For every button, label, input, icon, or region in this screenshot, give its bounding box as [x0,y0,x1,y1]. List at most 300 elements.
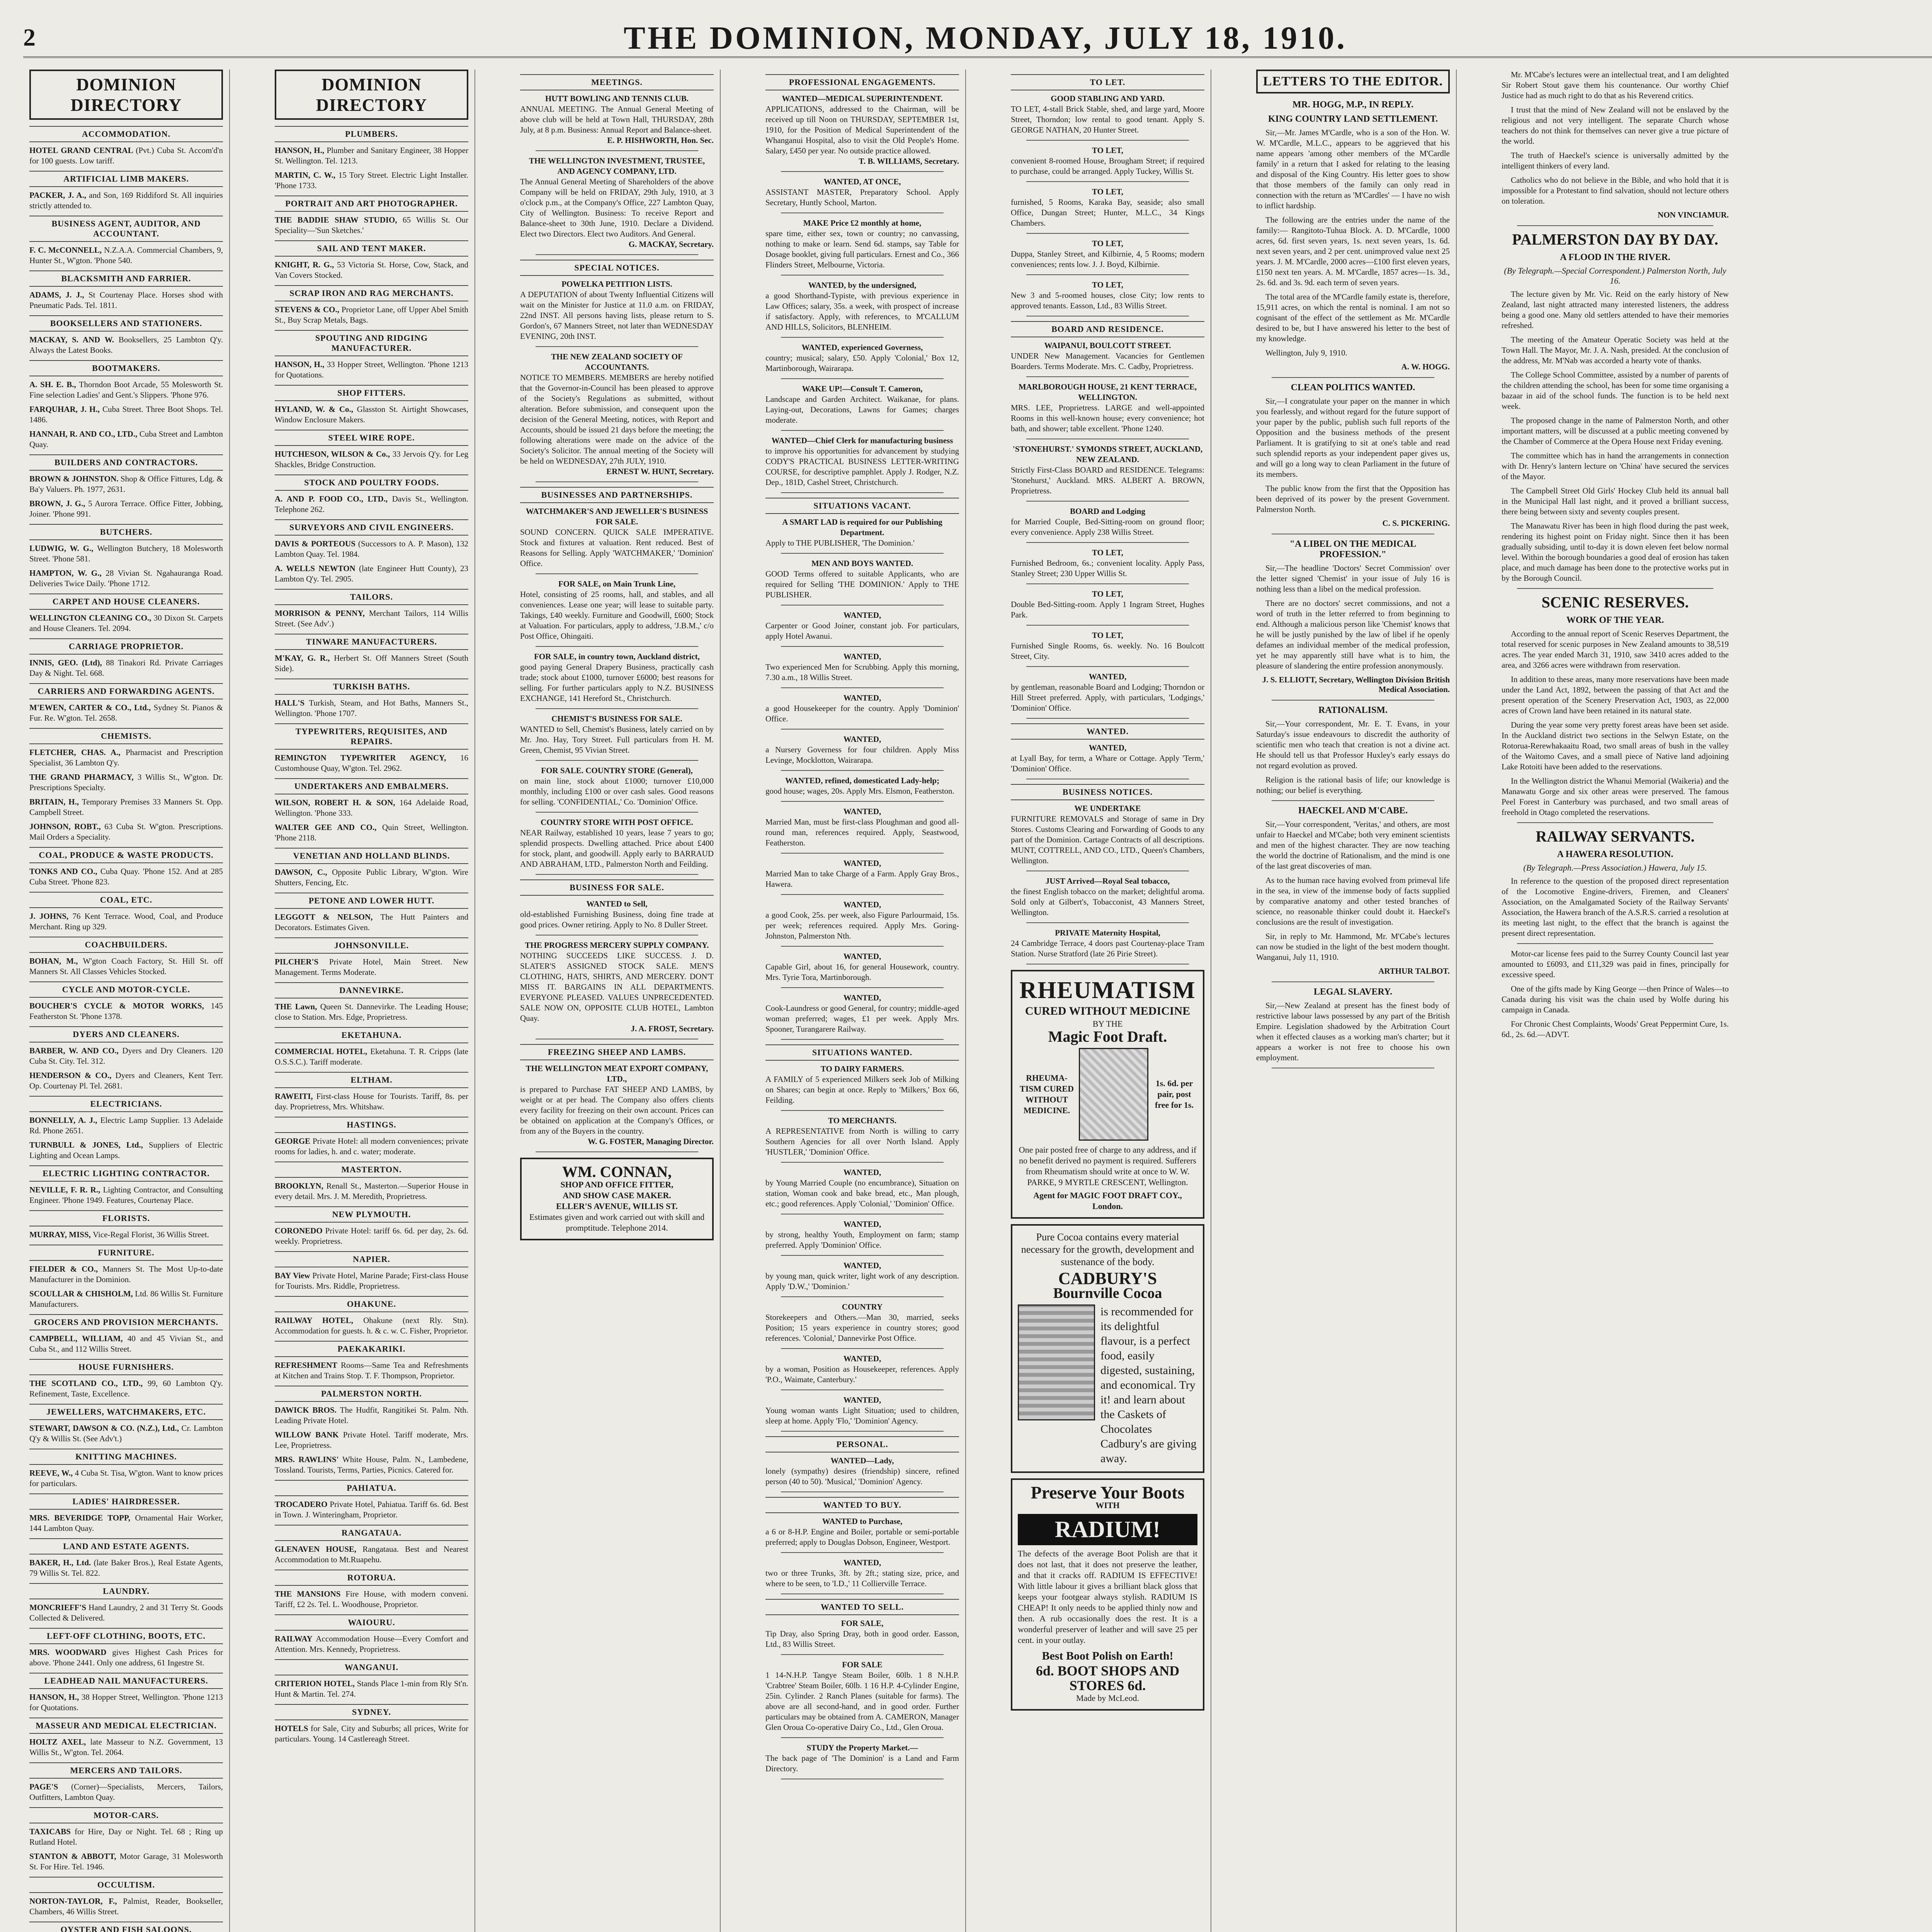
directory-list [275,126,468,1744]
directory-entry [275,215,468,236]
classified-title: WANTED, [843,1219,881,1229]
directory-entry [29,956,223,977]
directory-entry [275,304,468,325]
notices-list [520,74,714,1152]
directory-heading: DOMINION DIRECTORY [275,70,468,120]
classified-ad [1011,928,1204,959]
classified-divider [781,1737,944,1738]
classified-divider [1026,542,1189,543]
classified-ad [520,506,714,569]
directory-entry [275,698,468,719]
directory-entry [29,1896,223,1917]
classified-body: good paying General Drapery Business, practically cash trade; stock about £1000, turnover £6000; best reasons for selling. For further particulars apply to N.Z. BUSINESS EXCHANGE, 141 Hereford St., Christchurch. [520,662,714,703]
entry-name: DAVIS & PORTEOUS [275,539,358,548]
directory-section-title: TAILORS. [275,589,468,605]
entry-text: Hand Laundry, 2 and 31 Terry St. Goods Collected & Delivered. [29,1603,223,1622]
entry-name: SCOULLAR & CHISHOLM, [29,1289,135,1298]
letter-paragraph: Sir,—Your correspondent, 'Veritas,' and others, are most unfair to Haeckel and M'Cabe; both very eminent scientists and men of the highest character. They are now teaching the world the doctrine of Rationalism, and the mind is one of the last great discoveries of man. [1256,820,1450,871]
letter-divider [1272,981,1434,982]
classified-divider [1026,140,1189,141]
news-paragraph: Mr. M'Cabe's lectures were an intellectual treat, and I am delighted Sir Robert Stout gave them his countenance. Our worthy Chief Justice had as much right to do that as his Reverend critics. [1502,70,1729,100]
classified-body: 24 Cambridge Terrace, 4 doors past Courtenay-place Tram Station. Nurse Stratford (late 26 Pirie Street). [1011,939,1204,958]
classified-title: JUST Arrived—Royal Seal tobacco, [1045,876,1170,886]
entry-text: 33 Jervois Q'y. for Leg Shackles, Bridge Construction. [275,449,468,469]
classified-title: WATCHMAKER'S AND JEWELLER'S BUSINESS FOR SALE. [526,507,708,526]
entry-name: DAWSON, C., [275,867,332,877]
classified-title: WANTED—MEDICAL SUPERINTENDENT. [782,94,943,103]
directory-entry [29,429,223,450]
entry-name: HUTCHESON, WILSON & Co., [275,449,393,459]
news-article-title: SCENIC RESERVES. [1541,594,1689,611]
entry-text: Renall St., Masterton.—Superior House in every detail. Mrs. J. M. Meredith, Proprietress. [275,1181,468,1201]
classified-body: the finest English tobacco on the market; delightful aroma. Sold only at Gilbert's, Tobacconist, 43 Manners Street, Wellington. [1011,887,1204,917]
classified-body: on main line, stock about £1000; turnover £10,000 monthly, including £100 or over cash sales. Good reasons for selling. 'CONFIDENTIAL,' Co. 'Dominion' Office. [520,776,714,806]
directory-section-title: OCCULTISM. [29,1877,223,1893]
cocoa-tail: is recommended for its delightful flavour, is a perfect food, easily digested, sustaining, and economical. Try it! and learn about the Caskets of Chocolates Cadbury's are giving away. [1100,1305,1197,1465]
entry-name: HANNAH, R. AND CO., LTD., [29,429,139,439]
entry-text: Glasston St. Airtight Showcases, Window Enclosure Makers. [275,405,468,424]
letter-paragraph: The following are the entries under the name of the family:— Rangitoto-Tuhua Block. A. D. M'Cardle, 1000 acres, 6d. first seven years, 1s. next seven years, 1s. 6d. next seven years, and 2 per cent. unimproved value next 25 years. J. M. M'Cardle, 2000 acres—£100 first eleven years, £150 next ten years. A. M. M'Cardle, 1857 acres—1s. 3d., 2s. 6d. and 3s. 9d. each term of seven years. [1256,215,1450,287]
classified-divider [1026,233,1189,234]
entry-text: Private Hotel: tariff 6s. 6d. per day, 2s. 6d. weekly. Proprietress. [275,1226,468,1246]
entry-text: Pharmacist and Prescription Specialist, 36 Lambton Q'y. [29,748,223,767]
cocoa-brand: CADBURY'S [1058,1269,1157,1288]
news-divider [1517,225,1713,226]
letter-signature: J. S. ELLIOTT, Secretary, Wellington Division British Medical Association. [1262,675,1450,694]
classified-title: POWELKA PETITION LISTS. [561,279,672,289]
classified-ad [765,177,959,208]
entry-text: 65 Willis St. Our Speciality—'Sun Sketches.' [275,215,468,235]
directory-entry [29,866,223,887]
cadbury-advertisement [1011,1224,1204,1473]
directory-entry [275,1002,468,1022]
directory-entry [29,1423,223,1444]
classified-title: GOOD STABLING AND YARD. [1051,94,1165,103]
boots-line-3: RADIUM! [1018,1514,1197,1545]
entry-name: BAKER, H., Ltd. [29,1558,94,1567]
classified-ad [1011,340,1204,372]
classified-divider [781,853,944,854]
entry-name: BROWN & JOHNSTON. [29,474,121,483]
entry-name: RAWEITI, [275,1092,316,1101]
entry-name: PILCHER'S [275,957,329,966]
classified-ad [765,94,959,167]
directory-entry [29,1046,223,1066]
classified-body: by a woman, Position as Housekeeper, references. Apply 'P.O., Waimate, Canterbury.' [765,1364,959,1384]
entry-name: BROOKLYN, [275,1181,327,1190]
entry-name: BARBER, W. AND CO., [29,1046,122,1055]
classified-divider [1026,181,1189,182]
letter-paragraph: Sir,—The headline 'Doctors' Secret Commission' over the letter signed 'Chemist' in your issue of July 16 is nothing less than a libel on the medical profession. [1256,563,1450,594]
directory-section-title: JOHNSONVILLE. [275,937,468,954]
directory-section-title: MOTOR-CARS. [29,1807,223,1823]
classified-title: WANTED, [843,611,881,620]
entry-name: BONNELLY, A. J., [29,1116,100,1125]
letter-paragraph: Sir,—I congratulate your paper on the manner in which you fearlessly, and without regard for the future support of your paper by the public, publish such full reports of the Opposition and the business methods of the present Parliament. It is gratifying to sit at one's table and read such splendid reports as your independent paper gives us, and will go a long way to clean Parliament in the future of its members. [1256,396,1450,479]
news-article-subtitle: A HAWERA RESOLUTION. [1557,849,1673,859]
classified-body: New 3 and 5-roomed houses, close City; low rents to approved tenants. Easson, Ltd., 83 Willis Street. [1011,291,1204,310]
directory-section-title: WANGANUI. [275,1659,468,1675]
directory-entry [29,1378,223,1399]
directory-entry [275,653,468,674]
classified-ad [765,806,959,848]
classified-ad [765,1219,959,1250]
directory-entry [275,494,468,515]
classified-title: FOR SALE, in country town, Auckland district, [534,652,700,661]
directory-entry [275,1499,468,1520]
classified-body: Apply to THE PUBLISHER, 'The Dominion.' [765,538,915,548]
column-situations [759,70,966,1932]
classified-title: TO LET, [1092,146,1123,155]
entry-name: BROWN, J. G., [29,499,88,508]
directory-entry [275,1360,468,1381]
directory-entry [29,498,223,519]
classified-divider [781,894,944,895]
rheum-left: RHEUMA-TISM CURED WITHOUT MEDICINE. [1020,1073,1074,1115]
classified-divider [536,573,698,574]
classified-title: FOR SALE, [841,1619,884,1628]
classified-body: WANTED to Sell, Chemist's Business, lately carried on by Mr. Jno. Hay, Tory Street. Full particulars from H. M. Green, Chemist, 95 Vivian Street. [520,724,714,755]
directory-section-title: KNITTING MACHINES. [29,1449,223,1465]
classified-body: Double Bed-Sitting-room. Apply 1 Ingram Street, Hughes Park. [1011,600,1204,619]
news-paragraph: Catholics who do not believe in the Bible, and who hold that it is impossible for a Protestant to find salvation, should not lecture others on toleration. [1502,175,1729,206]
entry-name: MRS. RAWLINS' [275,1455,343,1464]
entry-name: BRITAIN, H., [29,797,82,806]
classified-body: Furnished Single Rooms, 6s. weekly. No. 16 Boulcott Street, City. [1011,641,1204,661]
classified-body: is prepared to Purchase FAT SHEEP AND LAMBS, by weight or at per head. The Company also offers clients every facility for freezing on their own account. Prices can be obtained on application at the Company's Offices, or from any of the Buyers in the country. [520,1085,714,1136]
news-paragraph: During the year some very pretty forest areas have been set aside. In the Auckland district two sections in the Selwyn Estate, on the Rotorua-Rerewhakaaitu Road, two small areas of bush in the valley of the Waitomo Caves, and a small piece of Native land adjoining Lake Rotoiti have been added to the reservations. [1502,720,1729,771]
entry-text: St Courtenay Place. Horses shod with Pneumatic Pads. Tel. 1811. [29,290,223,310]
entry-text: Queen St. Dannevirke. The Leading House; close to Station. Mrs. Edge, Proprietress. [275,1002,469,1022]
classified-divider [781,430,944,431]
entry-name: RAILWAY HOTEL, [275,1316,364,1325]
classified-ad [765,280,959,332]
letter-paragraph: As to the human race having evolved from primeval life in the sea, in view of the immense body of facts supplied by comparative anatomy and other tested branches of science, no reasonable thinker could doubt it. Haeckel's conclusions are the result of investigation. [1256,876,1450,927]
entry-text: Booksellers, 25 Lambton Q'y. Always the Latest Books. [29,335,223,355]
classified-title: WANTED, refined, domesticated Lady-help; [785,776,940,785]
columns [23,70,1932,1932]
classified-divider [781,801,944,802]
column-letters [1250,70,1457,1932]
news-dateline: (By Telegraph.—Special Correspondent.) Palmerston North, July 16. [1504,266,1726,286]
entry-name: BOHAN, M., [29,956,83,966]
entry-text: Shop & Office Fittures, Ldg. & Ba'y Valuers. Ph. 1977, 2631. [29,474,223,494]
directory-entry [29,1692,223,1713]
classified-divider [536,346,698,347]
directory-entry [275,1270,468,1291]
classified-body: Married Man to take Charge of a Farm. Apply Gray Bros., Hawera. [765,869,959,889]
classified-ad [1011,280,1204,311]
directory-entry [275,170,468,191]
entry-name: DAWICK BROS. [275,1405,340,1415]
classified-title: WANTED, [843,652,881,661]
entry-name: GLENAVEN HOUSE, [275,1544,363,1554]
column-directory-b [269,70,475,1932]
letter-title: HAECKEL AND M'CABE. [1298,806,1408,816]
entry-text: Turkish, Steam, and Hot Baths, Manners St., Wellington. 'Phone 1707. [275,698,469,718]
entry-name: A. AND P. FOOD CO., LTD., [275,494,392,503]
entry-name: REEVE, W., [29,1468,75,1478]
classified-ad [1011,506,1204,537]
directory-entry [29,1115,223,1136]
entry-name: F. C. McCONNELL, [29,245,104,255]
classified-signature: ERNEST W. HUNT, Secretary. [606,467,714,476]
classified-body: Storekeepers and Others.—Man 30, married, seeks Position; 15 years experience in country stores; good references. 'Colonial,' Dannevirke Post Office. [765,1313,959,1343]
classified-section-title: BUSINESSES AND PARTNERSHIPS. [520,487,714,503]
directory-entry [29,658,223,679]
classified-body: Furnished Bedroom, 6s.; convenient locality. Apply Pass, Stanley Street; 230 Upper Willis St. [1011,558,1204,578]
classified-ad [765,558,959,600]
connan-name: WM. CONNAN, [562,1163,672,1180]
directory-section-title: LADIES' HAIRDRESSER. [29,1493,223,1510]
classified-title: A SMART LAD is required for our Publishing Department. [782,517,942,537]
entry-name: WILLOW BANK [275,1430,343,1439]
entry-name: MORRISON & PENNY, [275,609,369,618]
directory-entry [29,613,223,634]
classified-divider [781,687,944,688]
entry-text: Temporary Premises 33 Manners St. Opp. Campbell Street. [29,797,223,817]
classified-ad [1011,876,1204,918]
classified-divider [536,150,698,151]
news-paragraph: The Campbell Street Old Girls' Hockey Club held its annual ball in the Municipal Hall last night, and it proved a brilliant success, there being between sixty and seventy couples present. [1502,486,1729,516]
entry-name: BOUCHER'S CYCLE & MOTOR WORKS, [29,1001,211,1010]
classified-signature: G. MACKAY, Secretary. [628,240,714,249]
directory-entry [29,404,223,425]
connan-line-2: AND SHOW CASE MAKER. [563,1190,671,1200]
entry-text: Sydney St. Pianos & Fur. Re. W'gton. Tel. 2658. [29,703,223,723]
classified-body: NOTICE TO MEMBERS. MEMBERS are hereby notified that the Governor-in-Council has been pleased to approve of the Society's Regulations as submitted, without alteration. Before submission, and consequent upon the decision of the General Meeting, notices, with Report and Accounts, should be issued 21 days before the meeting; the following alterations were made on the advice of the Society's Solicitor. The annual meeting of the Society will be held on WEDNESDAY, 27th JULY, 1910. [520,373,714,466]
classified-title: WANTED, [1088,743,1127,752]
entry-text: Motor Garage, 31 Molesworth St. For Hire. Tel. 1946. [29,1852,223,1871]
classified-title: MAKE Price £2 monthly at home, [803,218,922,228]
classified-title: WANTED, [843,1261,881,1270]
entry-text: Wellington Butchery, 18 Molesworth Street. 'Phone 581. [29,544,223,563]
classified-divider [536,646,698,647]
classified-ad [765,1516,959,1548]
entry-name: ADAMS, J. J., [29,290,89,299]
directory-entry [29,379,223,400]
entry-name: MRS. WOODWARD [29,1648,112,1657]
classified-title: HUTT BOWLING AND TENNIS CLUB. [545,94,689,103]
directory-entry [275,1430,468,1451]
entry-text: Dyers and Cleaners, Kent Terr. Op. Courtenay Pl. Tel. 2681. [29,1071,223,1090]
classified-ad [765,1618,959,1650]
classified-title: TO MERCHANTS. [828,1116,896,1125]
directory-section-title: BUTCHERS. [29,524,223,540]
letter-subtitle: KING COUNTRY LAND SETTLEMENT. [1268,114,1438,124]
directory-entry [29,1513,223,1534]
directory-section-title: NAPIER. [275,1251,468,1267]
entry-text: Cuba Street. Three Boot Shops. Tel. 1486. [29,405,223,424]
news-paragraph: The meeting of the Amateur Operatic Society was held at the Town Hall. The Mayor, Mr. J. A. Nash, presided. At the conclusion of the address, Mr. M'Nab was accorded a hearty vote of thanks. [1502,335,1729,365]
rheum-agent: Agent for MAGIC FOOT DRAFT COY., London. [1033,1190,1182,1211]
entry-name: THE SCOTLAND CO., LTD., [29,1379,148,1388]
entry-name: LEGGOTT & NELSON, [275,912,381,922]
classified-body: Duppa, Stanley Street, and Kilbirnie, 4, 5 Rooms; modern conveniences; rents low. J. J. Boyd, Kilbirnie. [1011,249,1204,269]
classified-body: ANNUAL MEETING. The Annual General Meeting of above club will be held at Town Hall, THURSDAY, 28th July, at 8 p.m. Business: Annual Report and Balance-sheet. [520,104,714,134]
entry-name: WILSON, ROBERT H. & SON, [275,798,400,807]
classified-divider [781,1654,944,1655]
news-paragraph: The College School Committee, assisted by a number of parents of the children attending the school, has been for some time organising a bazaar in aid of the school funds. The function is to be held next week. [1502,370,1729,411]
classified-body: a 6 or 8-H.P. Engine and Boiler, portable or semi-portable preferred; apply to Douglas Dobson, Engineer, Westport. [765,1527,959,1547]
classified-title: FOR SALE. COUNTRY STORE (General), [541,766,693,775]
entry-name: LUDWIG, W. G., [29,544,97,553]
radium-advertisement [1011,1478,1204,1711]
classified-title: TO LET, [1092,548,1123,557]
classified-ad [765,776,959,796]
classified-divider [1026,274,1189,275]
entry-name: HYLAND, W. & Co., [275,405,357,414]
entry-text: 99, 60 Lambton Q'y. Refinement, Taste, Excellence. [29,1379,223,1398]
classified-ad [765,384,959,425]
classified-divider [781,1348,944,1349]
directory-section-title: TURKISH BATHS. [275,679,468,695]
directory-section-title: NEW PLYMOUTH. [275,1206,468,1223]
classified-ad [1011,548,1204,579]
classified-divider [781,770,944,771]
connan-advertisement [520,1158,714,1240]
directory-entry [275,539,468,560]
directory-entry [275,1634,468,1655]
classified-divider [1026,376,1189,377]
classified-title: WANTED to Sell, [586,899,648,908]
directory-entry [275,1454,468,1475]
classified-ad [765,610,959,641]
classified-title: WANTED, [843,1354,881,1363]
directory-section-title: BOOTMAKERS. [29,360,223,376]
classified-body: Cook-Laundress or good General, for country; middle-aged woman preferred; wages, £1 per week. Apply Mrs. Spooner, Turangarere Railway. [765,1003,959,1034]
entry-text: Merchant Tailors, 114 Willis Street. (See Adv'.) [275,609,469,628]
classified-title: WAKE UP!—Consult T. Cameron, [802,384,923,393]
directory-section-title: COAL, PRODUCE & WASTE PRODUCTS. [29,847,223,863]
classified-ad [765,900,959,941]
classified-section-title: WANTED. [1011,723,1204,740]
directory-section-title: OHAKUNE. [275,1296,468,1312]
entry-name: PAGE'S [29,1782,71,1791]
classified-ad [1011,803,1204,866]
classified-body: A REPRESENTATIVE from North is willing to carry Southern Agencies for all over North Island. Apply 'HUSTLER,' 'Dominion' Office. [765,1126,959,1156]
directory-section-title: PORTRAIT AND ART PHOTOGRAPHER. [275,196,468,212]
entry-text: W'gton Coach Factory, St. Hill St. off Manners St. All Classes Vehicles Stocked. [29,956,223,976]
entry-name: MRS. BEVERIDGE TOPP, [29,1513,135,1522]
entry-name: REMINGTON TYPEWRITER AGENCY, [275,753,460,762]
entry-name: HOTEL GRAND CENTRAL [29,146,136,155]
entry-text: 40 and 45 Vivian St., and Cuba St., and 112 Willis Street. [29,1334,223,1354]
entry-name: HOTELS [275,1724,311,1733]
directory-entry [29,1851,223,1872]
connan-line-1: SHOP AND OFFICE FITTER, [560,1180,673,1189]
news-signature: NON VINCIAMUR. [1658,210,1729,219]
entry-name: A. WELLS NEWTON [275,564,359,573]
entry-text: Eketahuna. T. R. Cripps (late O.S.S.C.). Tariff moderate. [275,1047,468,1066]
entry-text: 38 Hopper Street, Wellington. 'Phone 1213 for Quotations. [29,1692,223,1712]
classified-title: STUDY the Property Market.— [806,1743,918,1752]
classified-ad [520,1063,714,1147]
classified-section-title: BOARD AND RESIDENCE. [1011,321,1204,337]
classified-title: THE NEW ZEALAND SOCIETY OF ACCOUNTANTS. [551,352,683,372]
classified-divider [781,1431,944,1432]
directory-entry [29,568,223,589]
column-directory-a [23,70,230,1932]
entry-text: Manners St. The Most Up-to-date Manufacturer in the Dominion. [29,1264,223,1284]
directory-section-title: PLUMBERS. [275,126,468,142]
classified-ad [1011,145,1204,177]
entry-text: Fire House, with modern conveni. Tariff, £2 2s. Tel. L. Woodhouse, Proprietor. [275,1589,468,1609]
classified-divider [1026,625,1189,626]
entry-text: Private Hotel, Marine Parade; First-class House for Tourists. Mrs. Riddle, Proprietress. [275,1271,468,1291]
classified-title: WE UNDERTAKE [1074,804,1141,813]
classified-body: FURNITURE REMOVALS and Storage of same in Dry Stores. Customs Clearing and Forwarding of Goods to any part of the Dominion. Cartage Contracts of all descriptions. MUNT, COTTRELL, AND CO., LTD., Queen's Chambers, Wellington. [1011,814,1204,865]
classified-body: NOTHING SUCCEEDS LIKE SUCCESS. J. D. SLATER'S ASSIGNED STOCK SALE. MEN'S CLOTHING, HATS, SHIRTS, AND MERCERY. DON'T MISS IT. BARGAINS IN ALL DEPARTMENTS. EVERYONE PLEASED. VALUES UNPRECEDENTED. SALE NOW ON, OPPOSITE CLUB HOTEL, Lambton Quay. [520,951,714,1023]
classified-body: Two experienced Men for Scrubbing. Apply this morning, 7.30 a.m., 18 Willis Street. [765,662,959,682]
directory-section-title: BOOKSELLERS AND STATIONERS. [29,315,223,332]
entry-text: (late Baker Bros.), Real Estate Agents, 79 Willis St. Tel. 822. [29,1558,223,1578]
classified-title: FOR SALE [842,1660,883,1669]
letter-divider [1272,700,1434,701]
directory-section-title: BUSINESS AGENT, AUDITOR, AND ACCOUNTANT. [29,216,223,242]
classified-title: WANTED, AT ONCE, [823,177,901,186]
news-article-subtitle: A FLOOD IN THE RIVER. [1560,252,1670,262]
directory-section-title: HASTINGS. [275,1117,468,1133]
letters-list [1256,100,1450,1068]
directory-section-title: ROTORUA. [275,1570,468,1586]
directory-entry [275,912,468,933]
entry-text: late Masseur to N.Z. Government, 13 Willis St., W'gton. Tel. 2064. [29,1737,223,1757]
classified-ad [520,94,714,146]
entry-name: FIELDER & CO., [29,1264,103,1274]
entry-name: HENDERSON & CO., [29,1071,116,1080]
classified-ad [765,993,959,1034]
directory-section-title: PAHIATUA. [275,1480,468,1496]
entry-name: KNIGHT, R. G., [275,260,337,269]
entry-name: TURNBULL & JONES, Ltd., [29,1140,149,1150]
classified-body: Young woman wants Light Situation; used to children, sleep at home. Apply 'Flo,' 'Dominion' Agency. [765,1406,959,1425]
directory-entry [275,1315,468,1336]
classified-divider [1026,583,1189,584]
entry-text: (Successors to A. P. Mason), 132 Lambton Quay. Tel. 1984. [275,539,468,559]
directory-entry [275,563,468,584]
news-paragraph: In the Wellington district the Whanui Memorial (Waikeria) and the Manawatu Gorge and six other areas were preserved. The famous Peel Forest in Canterbury was purchased, and two small areas of freehold in Otago completed the reservations. [1502,776,1729,817]
classified-title: TO DAIRY FARMERS. [820,1064,904,1073]
directory-entry [275,1589,468,1610]
entry-text: Private Hotel. Tariff moderate, Mrs. Lee, Proprietress. [275,1430,468,1450]
directory-entry [275,145,468,166]
directory-section-title: CARPET AND HOUSE CLEANERS. [29,594,223,610]
news-article-title: PALMERSTON DAY BY DAY. [1512,231,1718,248]
classified-divider [536,760,698,761]
classified-divider [781,337,944,338]
entry-name: COMMERCIAL HOTEL, [275,1047,371,1056]
directory-entry [275,1136,468,1157]
entry-text: First-class House for Tourists. Tariff, 8s. per day. Proprietress, Mrs. Whitshaw. [275,1092,468,1111]
letter-title: CLEAN POLITICS WANTED. [1291,383,1415,393]
classified-body: Tip Dray, also Spring Dray, both in good order. Easson, Ltd., 83 Willis Street. [765,1629,959,1649]
entry-name: MACKAY, S. AND W. [29,335,119,344]
entry-name: HAMPTON, W. G., [29,568,106,578]
directory-section-title: FURNITURE. [29,1245,223,1261]
classified-ad [1011,672,1204,713]
classified-section-title: TO LET. [1011,74,1204,90]
classified-body: Carpenter or Good Joiner, constant job. For particulars, apply Hotel Awanui. [765,621,959,641]
classified-body: APPLICATIONS, addressed to the Chairman, will be received up till Noon on THURSDAY, SEPTEMBER 1st, 1910, for the Position of Medical Superintendent of the Whanganui Hospital, also to visit the Old People's Home. Salary, £450 per year. No outside practice allowed. [765,104,959,155]
directory-section-title: CYCLE AND MOTOR-CYCLE. [29,981,223,998]
entry-text: 164 Adelaide Road, Wellington. 'Phone 333. [275,798,468,818]
classified-divider [781,1255,944,1256]
directory-section-title: WAIOURU. [275,1614,468,1631]
news-divider [1517,822,1713,823]
directory-list [29,126,223,1932]
directory-section-title: BLACKSMITH AND FARRIER. [29,270,223,287]
